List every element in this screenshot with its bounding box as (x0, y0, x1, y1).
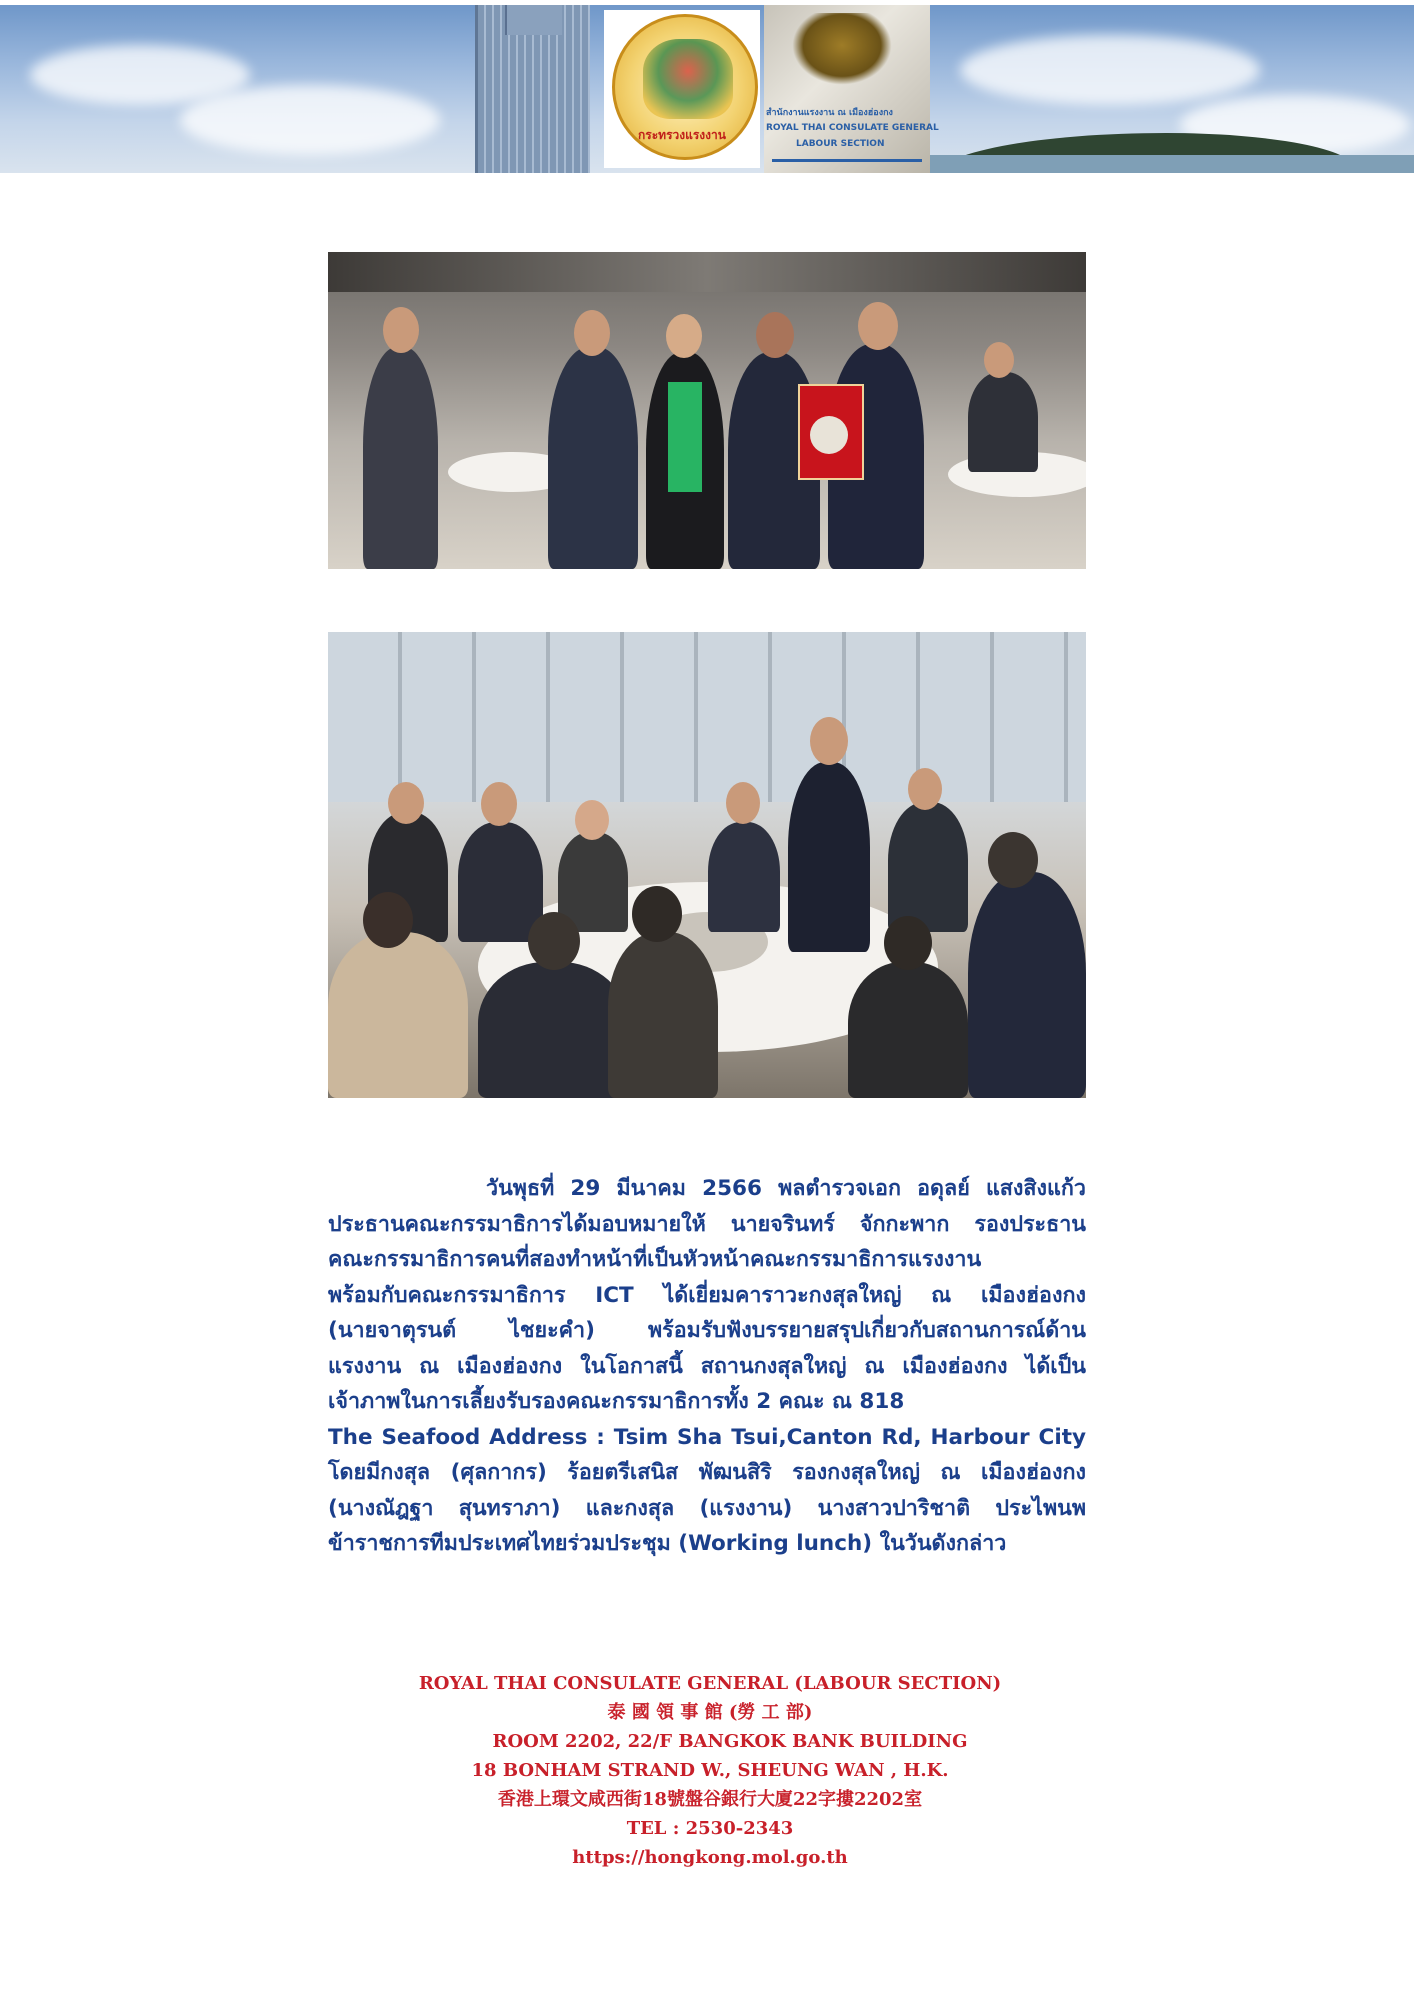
person (328, 932, 468, 1098)
seal-text: กระทรวงแรงงาน (638, 128, 726, 142)
sea-scenery (930, 155, 1414, 173)
working-lunch-photo (328, 632, 1086, 1098)
footer-address-zh: 香港上環文咸西街18號盤谷銀行大廈22字摟2202室 (497, 1789, 923, 1810)
seal-deities-icon (643, 39, 733, 119)
ministry-of-labour-seal (604, 10, 760, 168)
person (848, 962, 968, 1098)
body-line: เจ้าภาพในการเลี้ยงรับรองคณะกรรมาธิการทั้ง 2 คณะ ณ 818 (328, 1389, 905, 1414)
footer-address-en-2: 18 BONHAM STRAND W., SHEUNG WAN , H.K. (471, 1760, 949, 1781)
sign-line-en1: ROYAL THAI CONSULATE GENERAL (766, 123, 939, 133)
person (708, 822, 780, 932)
commemorative-plaque (798, 384, 864, 480)
skyscraper-top (505, 5, 562, 35)
person (888, 802, 968, 932)
consulate-sign-image (764, 5, 939, 173)
group-presentation-photo (328, 252, 1086, 569)
body-line: คณะกรรมาธิการคนที่สองทำหน้าที่เป็นหัวหน้าคณะกรรมาธิการแรงงาน (328, 1247, 982, 1272)
body-line: ประธานคณะกรรมาธิการได้มอบหมายให้ นายจรินทร์ จักกะพาก รองประธาน (328, 1211, 1086, 1237)
footer-org-en: ROYAL THAI CONSULATE GENERAL (LABOUR SECTION) (418, 1673, 1002, 1694)
body-line: พร้อมกับคณะกรรมาธิการ ICT ได้เยี่ยมคาราวะกงสุลใหญ่ ณ เมืองฮ่องกง (328, 1282, 1086, 1308)
footer-website-link[interactable]: https://hongkong.mol.go.th (572, 1847, 848, 1868)
body-line: แรงงาน ณ เมืองฮ่องกง ในโอกาสนี้ สถานกงสุลใหญ่ ณ เมืองฮ่องกง ได้เป็น (328, 1353, 1086, 1379)
contact-footer (330, 1669, 1090, 1872)
garuda-emblem-icon (792, 13, 892, 85)
footer-org-zh: 泰 國 領 事 館 (勞 工 部) (607, 1702, 813, 1723)
body-line: (นายจาตุรนต์ ไชยะคำ) พร้อมรับฟังบรรยายสรุปเกี่ยวกับสถานการณ์ด้าน (328, 1318, 1086, 1343)
person (968, 372, 1038, 472)
header-banner (0, 5, 1414, 173)
person (548, 347, 638, 569)
arrow-left-icon (772, 159, 922, 162)
body-line: ข้าราชการทีมประเทศไทยร่วมประชุม (Working lunch) ในวันดังกล่าว (328, 1531, 1007, 1556)
cloud (180, 85, 440, 155)
footer-address-en-1: ROOM 2202, 22/F BANGKOK BANK BUILDING (492, 1731, 968, 1752)
person (608, 932, 718, 1098)
body-line: วันพุธที่ 29 มีนาคม 2566 พลตำรวจเอก อดุลย์ แสงสิงแก้ว (486, 1176, 1086, 1201)
person (363, 347, 438, 569)
body-line: โดยมีกงสุล (ศุลกากร) ร้อยตรีเสนิส พัฒนสิริ รองกงสุลใหญ่ ณ เมืองฮ่องกง (328, 1460, 1086, 1485)
person (478, 962, 628, 1098)
body-line: (นางณัฎฐา สุนทราภา) และกงสุล (แรงงาน) นางสาวปาริชาติ ประไพนพ (328, 1495, 1086, 1521)
sign-line-thai: สำนักงานแรงงาน ณ เมืองฮ่องกง (766, 108, 893, 118)
cloud (960, 35, 1260, 105)
person (968, 872, 1086, 1098)
footer-tel: TEL : 2530-2343 (626, 1818, 794, 1839)
article-body (328, 1171, 1086, 1562)
person (788, 762, 870, 952)
body-line: The Seafood Address : Tsim Sha Tsui,Canton Rd, Harbour City (328, 1424, 1086, 1450)
sign-line-en2: LABOUR SECTION (796, 139, 885, 149)
person (458, 822, 543, 942)
